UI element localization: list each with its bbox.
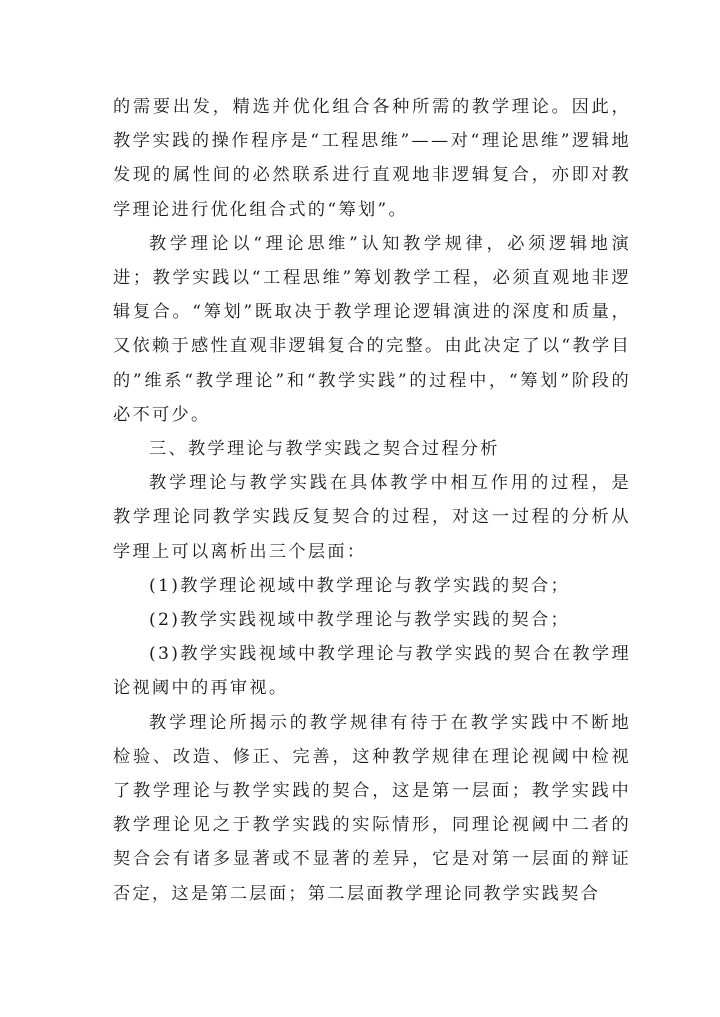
paragraph: 教学理论所揭示的教学规律有待于在教学实践中不断地检验、改造、修正、完善，这种教学规律在理论视阈中检视了教学理论与教学实践的契合，这是第一层面；教学实践中教学理论见之于教学实践的实际情形，同理论视阈中二者的契合会有诸多显著或不显著的差异，它是对第一层面的辩证否定，这是第二层面；第二层面教学理论同教学实践契合	[113, 712, 631, 904]
list-item: (3)教学实践视域中教学理论与教学实践的契合在教学理论视阈中的再审视。	[113, 644, 631, 699]
section-heading: 三、教学理论与教学实践之契合过程分析	[149, 439, 500, 460]
list-item: (1)教学理论视域中教学理论与教学实践的契合；	[149, 575, 570, 596]
paragraph: 教学理论与教学实践在具体教学中相互作用的过程，是教学理论同教学实践反复契合的过程，对这一过程的分析从学理上可以离析出三个层面：	[113, 473, 631, 562]
paragraph: 的需要出发，精选并优化组合各种所需的教学理论。因此，教学实践的操作程序是“工程思维”——对“理论思维”逻辑地发现的属性间的必然联系进行直观地非逻辑复合，亦即对教学理论进行优化组合式的“筹划”。	[113, 97, 631, 220]
paragraph: 教学理论以“理论思维”认知教学规律，必须逻辑地演进；教学实践以“工程思维”筹划教学工程，必须直观地非逻辑复合。“筹划”既取决于教学理论逻辑演进的深度和质量，又依赖于感性直观非逻辑复合的完整。由此决定了以“教学目的”维系“教学理论”和“教学实践”的过程中，“筹划”阶段的必不可少。	[113, 233, 631, 425]
body-text	[113, 90, 631, 911]
list-item: (2)教学实践视域中教学理论与教学实践的契合；	[149, 610, 570, 631]
